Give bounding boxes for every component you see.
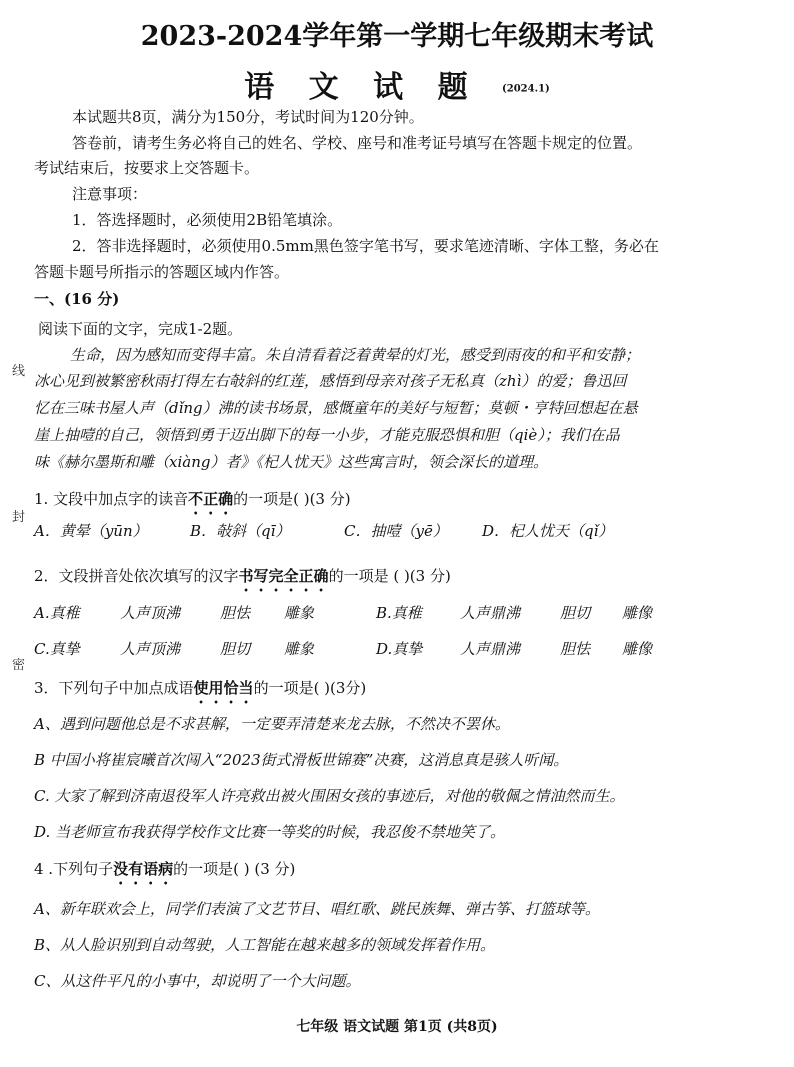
exam-subtitle (0, 62, 794, 106)
q4-option-c: C、从这件平凡的小事中，却说明了一个大问题。 (34, 972, 361, 990)
q2-option-a-4: 雕象 (284, 604, 315, 622)
q1-option-a: A．黄晕（yūn） (34, 522, 148, 540)
question-1-stem (34, 488, 351, 518)
question-2-stem (34, 565, 451, 595)
section-heading: 一、(16 分) (34, 290, 120, 308)
q2-option-d-1: D.真挚 (376, 640, 423, 658)
q2-option-c-4: 雕象 (284, 640, 315, 658)
q2-option-d-3: 胆怯 (560, 640, 591, 658)
passage-line-1: 生命，因为感知而变得丰富。朱自清看着泛着黄晕的灯光，感受到雨夜的和平和安静； (70, 346, 641, 364)
q4-emphasis: 没有语病 (113, 860, 174, 878)
q3-stem-part: 3．下列句子中加点成语 (34, 679, 194, 697)
passage-line-5: 味《赫尔墨斯和雕（xiàng）者》《杞人忧天》这些寓言时，领会深长的道理。 (34, 453, 548, 471)
intro-line-1: 本试题共8页，满分为150分，考试时间为120分钟。 (72, 108, 424, 126)
section-instruction: 阅读下面的文字，完成1-2题。 (38, 320, 243, 338)
intro-line-2: 答卷前，请考生务必将自己的姓名、学校、座号和准考证号填写在答题卡规定的位置。 (72, 134, 643, 152)
q4-option-a: A、新年联欢会上，同学们表演了文艺节目、唱红歌、跳民族舞、弹古筝、打篮球等。 (34, 900, 600, 918)
passage-line-4: 崖上抽噎的自己，领悟到勇于迈出脚下的每一小步，才能克服恐惧和胆（qiè）；我们在品 (34, 426, 620, 444)
passage-line-3: 忆在三味书屋人声（dǐng）沸的读书场景，感慨童年的美好与短暂；莫顿・亨特回想起在悬 (34, 399, 638, 417)
q1-option-d: D．杞人忧天（qǐ） (482, 522, 614, 540)
notice-item-2: 2．答非选择题时，必须使用0.5mm黑色签字笔书写，要求笔迹清晰、字体工整，务必在 (72, 237, 659, 255)
q2-stem-end: 的一项是 ( )(3 分) (328, 567, 451, 585)
q2-option-b-1: B.真稚 (376, 604, 422, 622)
q2-option-b-4: 雕像 (622, 604, 653, 622)
q2-option-b-3: 胆切 (560, 604, 591, 622)
q4-stem-part: 4 .下列句子 (34, 860, 114, 878)
page-footer: 七年级 语文试题 第1页 (共8页) (296, 1019, 498, 1035)
q2-option-c-3: 胆切 (220, 640, 251, 658)
q2-stem-part: 2．文段拼音处依次填写的汉字 (34, 567, 239, 585)
q1-emphasis: 不正确 (188, 490, 234, 508)
q3-emphasis: 使用恰当 (193, 679, 254, 697)
q3-option-d: D. 当老师宣布我获得学校作文比赛一等奖的时候，我忍俊不禁地笑了。 (34, 823, 506, 841)
passage-line-2: 冰心见到被繁密秋雨打得左右敧斜的红莲，感悟到母亲对孩子无私真（zhì）的爱；鲁迅回 (34, 372, 627, 390)
q2-option-b-2: 人声鼎沸 (460, 604, 521, 622)
q4-stem-end: 的一项是( ) (3 分) (173, 860, 296, 878)
q2-option-c-2: 人声顶沸 (120, 640, 181, 658)
intro-line-3: 考试结束后，按要求上交答题卡。 (34, 159, 260, 177)
question-4-stem (34, 858, 295, 888)
exam-title: 2023-2024学年第一学期七年级期末考试 (140, 21, 654, 52)
q3-option-a: A、遇到问题他总是不求甚解，一定要弄清楚来龙去脉，不然决不罢休。 (34, 715, 510, 733)
question-3-stem (34, 677, 366, 707)
q1-option-c: C．抽噎（yē） (344, 522, 448, 540)
notice-title: 注意事项： (72, 185, 148, 203)
notice-item-1: 1．答选择题时，必须使用2B铅笔填涂。 (72, 211, 343, 229)
q2-option-d-2: 人声鼎沸 (460, 640, 521, 658)
q2-option-c-1: C.真挚 (34, 640, 80, 658)
q1-stem-part: 1. 文段中加点字的读音 (34, 490, 189, 508)
notice-item-2-cont: 答题卡题号所指示的答题区域内作答。 (34, 263, 290, 281)
margin-mark-bind: 密 (12, 658, 26, 673)
q3-option-b: B 中国小将崔宸曦首次闯入“2023街式滑板世锦赛”决赛，这消息真是骇人听闻。 (34, 751, 569, 769)
q3-stem-end: 的一项是( )(3分) (253, 679, 367, 697)
margin-mark-line: 线 (12, 364, 26, 379)
q2-option-d-4: 雕像 (622, 640, 653, 658)
q3-option-c: C. 大家了解到济南退役军人许亮救出被火围困女孩的事迹后，对他的敬佩之情油然而生。 (34, 787, 625, 805)
q1-option-b: B．敧斜（qī） (190, 522, 291, 540)
subject-title: 语 文 试 题 (244, 70, 480, 105)
exam-date: (2024.1) (502, 83, 550, 95)
margin-mark-seal: 封 (12, 510, 26, 525)
q2-emphasis: 书写完全正确 (238, 567, 329, 585)
q4-option-b: B、从人脸识别到自动驾驶，人工智能在越来越多的领域发挥着作用。 (34, 936, 496, 954)
q1-stem-end: 的一项是( )(3 分) (233, 490, 351, 508)
q2-option-a-2: 人声顶沸 (120, 604, 181, 622)
q2-option-a-1: A.真稚 (34, 604, 80, 622)
q2-option-a-3: 胆怯 (220, 604, 251, 622)
